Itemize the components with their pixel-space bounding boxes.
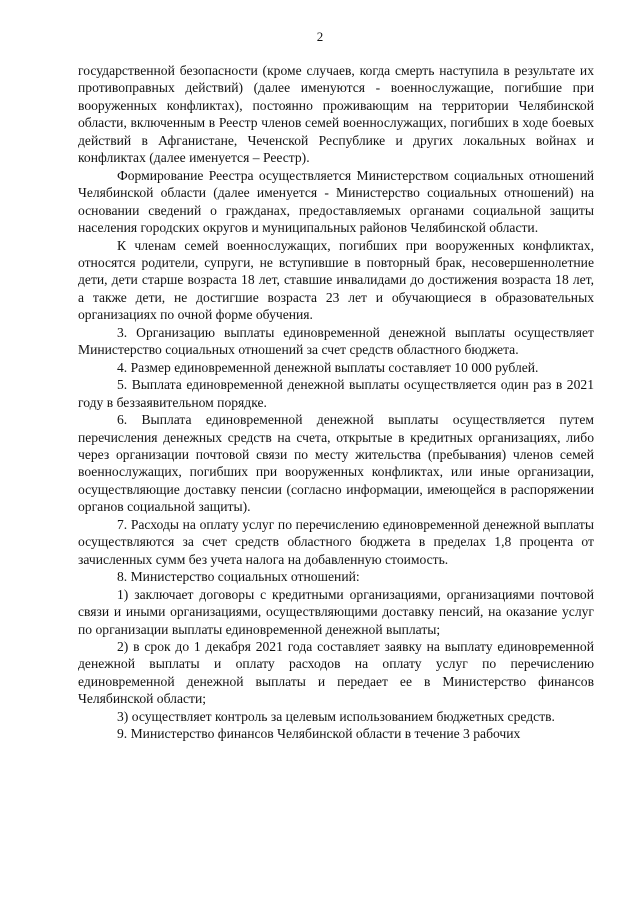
paragraph-item-9: 9. Министерство финансов Челябинской области в течение 3 рабочих	[117, 726, 521, 742]
paragraph-item-7: 7. Расходы на оплату услуг по перечислению единовременной денежной выплаты осуществляются за счет средств областного бюджета в пределах 1,8 процента от зачисленных сумм без учета налога на добавленную стоимость.	[78, 516, 594, 567]
paragraph-item-8-3: 3) осуществляет контроль за целевым использованием бюджетных средств.	[117, 708, 555, 724]
paragraph-registry-formation: Формирование Реестра осуществляется Министерством социальных отношений Челябинской области (далее именуется - Министерство социальных отношений) на основании сведений о гражданах, предоставляемых органами социальной защиты населения городских округов и муниципальных районов Челябинской области.	[78, 167, 594, 236]
paragraph-item-4: 4. Размер единовременной денежной выплаты составляет 10 000 рублей.	[117, 359, 539, 375]
document-body	[78, 62, 594, 743]
paragraph-item-8-1: 1) заключает договоры с кредитными организациями, организациями почтовой связи и иными организациями, осуществляющими доставку пенсий, на оказание услуг по организации выплаты единовременной денежной выплаты;	[78, 586, 594, 637]
page-number: 2	[316, 29, 324, 44]
paragraph-item-3: 3. Организацию выплаты единовременной денежной выплаты осуществляет Министерство социальных отношений за счет средств областного бюджета.	[78, 324, 594, 358]
paragraph-continuation: государственной безопасности (кроме случаев, когда смерть наступила в результате их противоправных действий) (далее именуются - военнослужащие, погибшие при вооруженных конфликтах), постоянно проживающим на территории Челябинской области, включенным в Реестр членов семей военнослужащих, погибших в ходе боевых действий в Афганистане, Чеченской Республике и других локальных войнах и конфликтах (далее именуется – Реестр).	[78, 63, 594, 166]
paragraph-item-8-2: 2) в срок до 1 декабря 2021 года составляет заявку на выплату единовременной денежной выплаты и оплату расходов на оплату услуг по перечислению единовременной денежной выплаты и передает ее в Министерство финансов Челябинской области;	[78, 638, 594, 707]
paragraph-item-5: 5. Выплата единовременной денежной выплаты осуществляется один раз в 2021 году в беззаявительном порядке.	[78, 377, 594, 410]
paragraph-family-members: К членам семей военнослужащих, погибших при вооруженных конфликтах, относятся родители, супруги, не вступившие в повторный брак, несовершеннолетние дети, дети старше возраста 18 лет, ставшие инвалидами до достижения возраста 18 лет, а также дети, не достигшие возраста 23 лет и обучающиеся в образовательных организациях по очной форме обучения.	[78, 237, 594, 323]
paragraph-item-8: 8. Министерство социальных отношений:	[117, 569, 360, 585]
paragraph-item-6: 6. Выплата единовременной денежной выплаты осуществляется путем перечисления денежных средств на счета, открытые в кредитных организациях, либо через организации почтовой связи по месту жительства (пребывания) членов семей военнослужащих, погибших при вооруженных конфликтах, или иные организации, осуществляющие доставку пенсии (согласно информации, имеющейся в распоряжении органов социальной защиты).	[78, 412, 594, 515]
